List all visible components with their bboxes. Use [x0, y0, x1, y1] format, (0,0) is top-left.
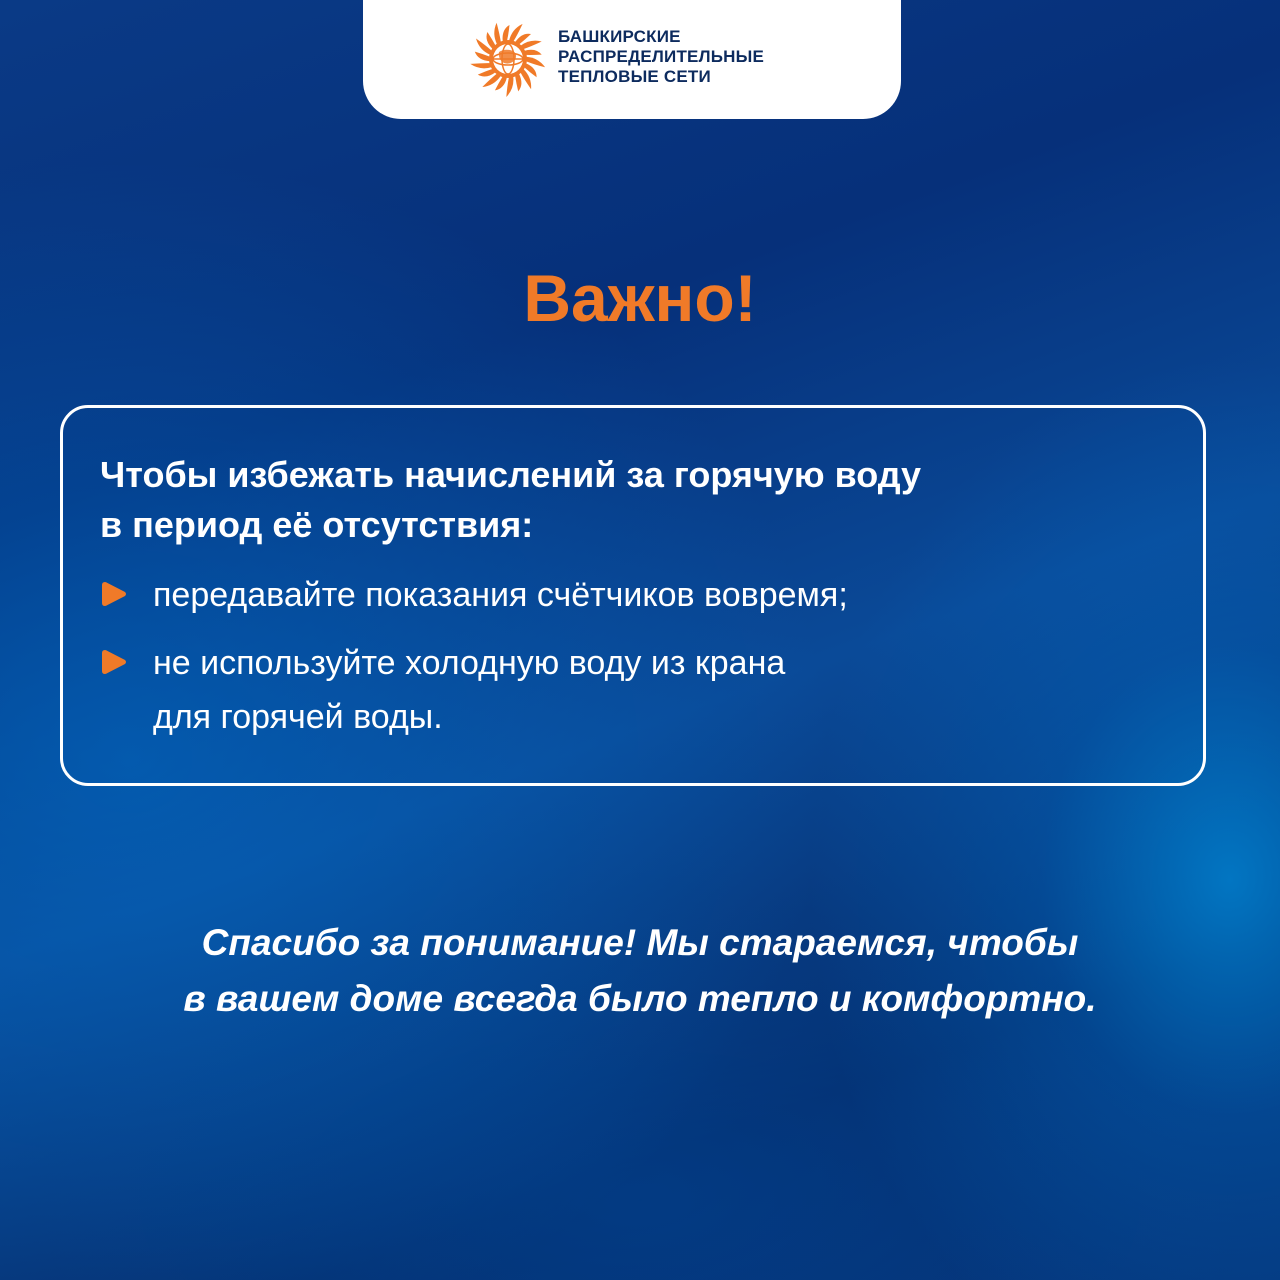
sun-ray	[506, 76, 513, 97]
info-card	[60, 405, 1206, 786]
play-triangle-icon	[100, 579, 128, 609]
headline: Важно!	[523, 261, 757, 335]
bullet-line: не используйте холодную воду из крана	[153, 644, 786, 682]
sun-globe-logo-icon	[463, 18, 553, 100]
sun-ray	[470, 63, 492, 68]
logo-wordmark	[558, 27, 764, 87]
sun-ray	[520, 41, 541, 50]
bullet-text	[153, 568, 848, 622]
sun-ray	[524, 50, 542, 55]
logo-line-1: БАШКИРСКИЕ	[558, 27, 681, 46]
sun-ray	[494, 23, 501, 45]
bullet-line: для горячей воды.	[153, 698, 443, 736]
card-title-line-1: Чтобы избежать начислений за горячую воду	[100, 454, 922, 495]
card-title-line-2: в период её отсутствия:	[100, 504, 534, 545]
footer-line-1: Спасибо за понимание! Мы стараемся, чтобы	[201, 922, 1079, 963]
card-title	[100, 450, 1160, 550]
logo-line-3: ТЕПЛОВЫЕ СЕТИ	[558, 67, 711, 86]
bullet-line: передавайте показания счётчиков вовремя;	[153, 576, 848, 614]
bullet-text	[153, 636, 785, 744]
play-triangle-icon	[100, 647, 128, 677]
thank-you-message	[0, 915, 1280, 1027]
sun-ray	[503, 25, 510, 42]
footer-line-2: в вашем доме всегда было тепло и комфортно.	[183, 978, 1097, 1019]
logo-line-2: РАСПРЕДЕЛИТЕЛЬНЫЕ	[558, 47, 764, 66]
